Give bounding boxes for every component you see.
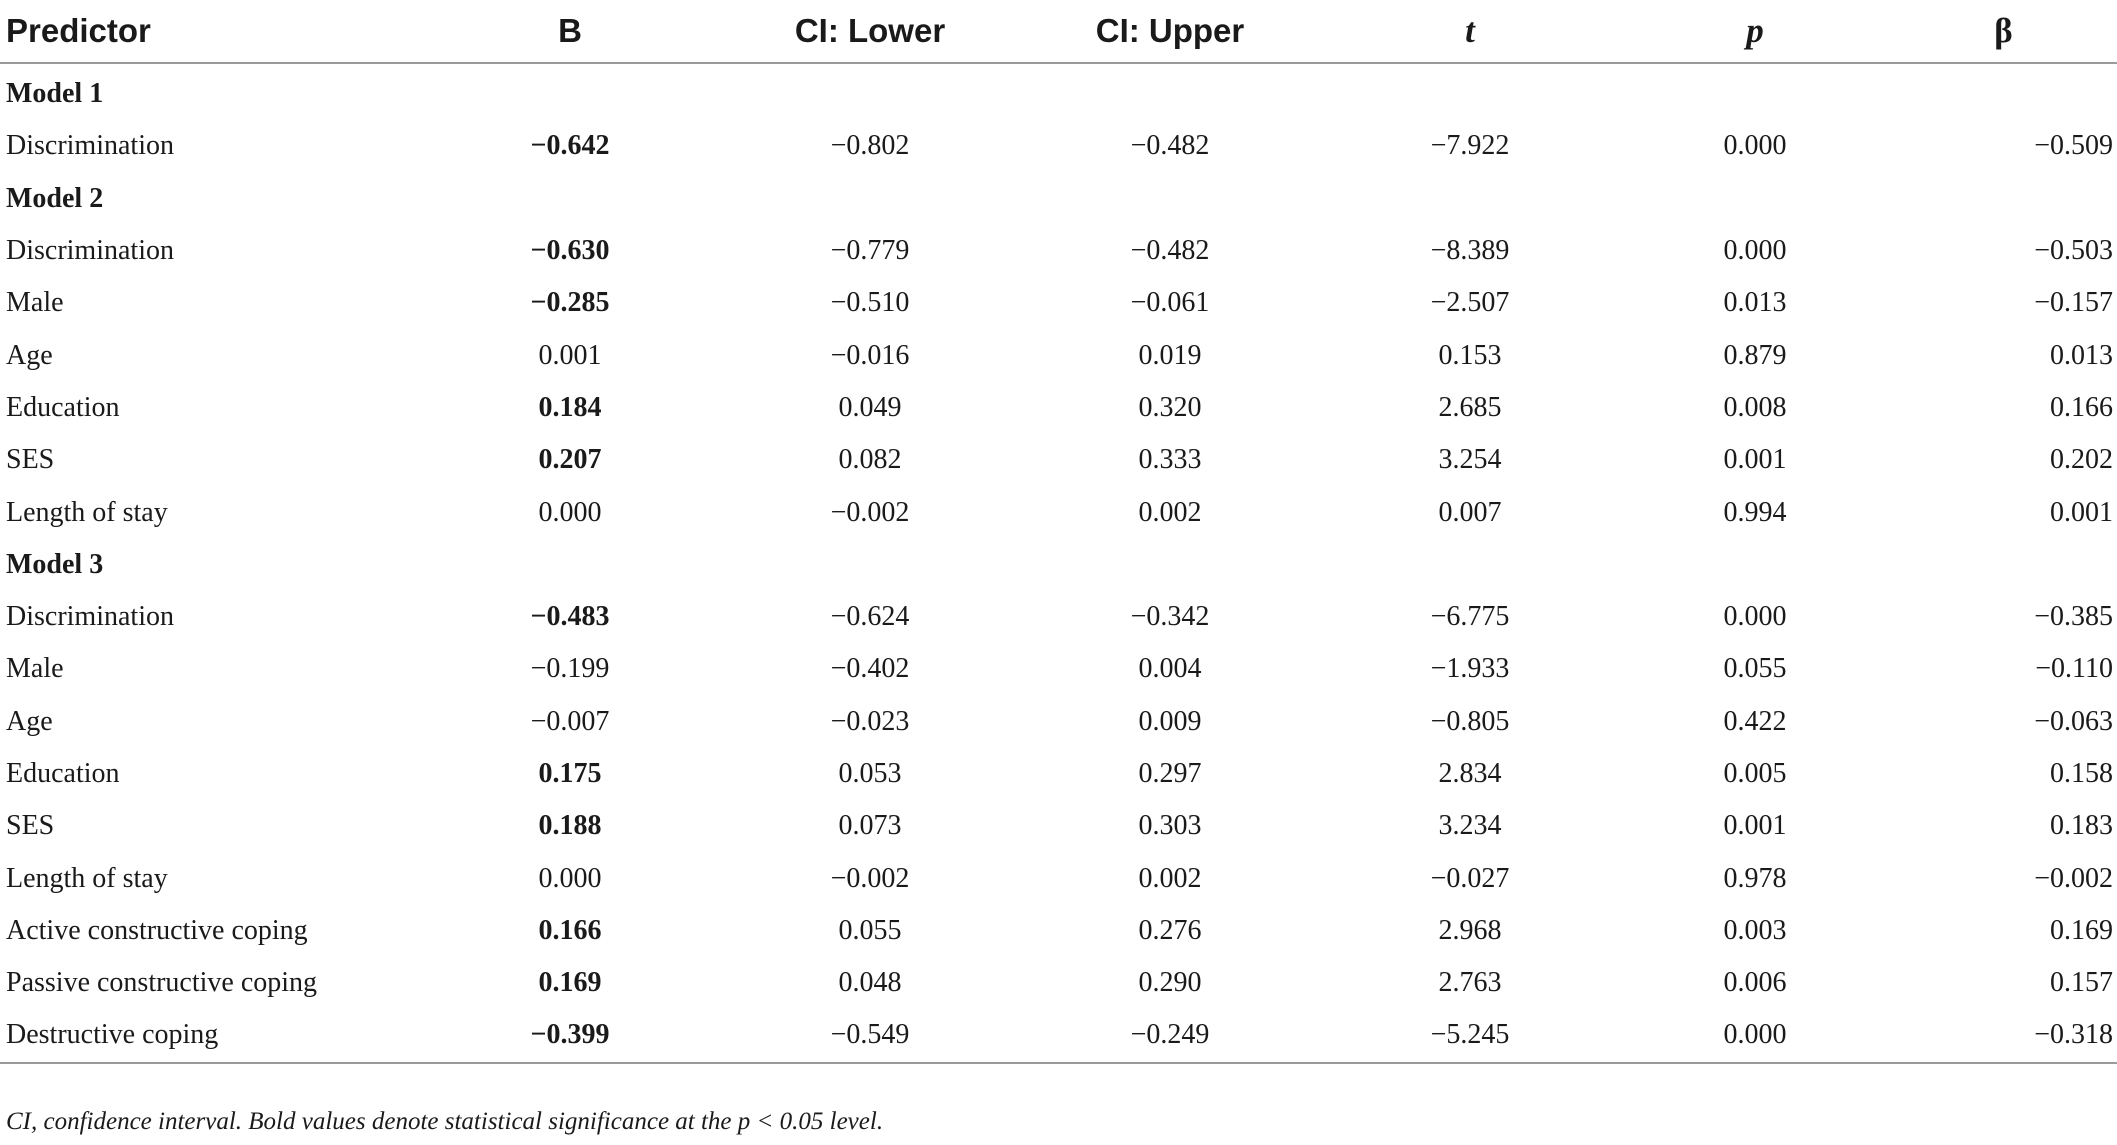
model-heading: Model 3 (6, 548, 104, 580)
cell-beta: −0.318 (1890, 1009, 2117, 1062)
cell-beta: 0.157 (2050, 967, 2113, 999)
cell-ci-upper: 0.303 (1138, 810, 1202, 842)
cell-beta: −0.063 (2034, 705, 2113, 737)
model-heading: Model 1 (6, 78, 104, 110)
header-b: B (420, 0, 720, 63)
table-body (0, 63, 2117, 1063)
header-p: p (1620, 0, 1890, 63)
cell-predictor: Discrimination (6, 130, 174, 162)
cell-predictor: Education (6, 391, 120, 423)
table-row (0, 800, 2117, 852)
cell-p: 0.005 (1723, 758, 1787, 789)
cell-beta: 0.202 (2050, 444, 2113, 476)
table-row (0, 643, 2117, 695)
cell-b: −0.642 (530, 130, 610, 162)
header-beta: β (1890, 0, 2117, 63)
cell-ci-lower: 0.073 (838, 810, 902, 842)
cell-b: −0.007 (530, 705, 610, 737)
cell-beta: −0.157 (2034, 287, 2113, 319)
cell-beta: 0.001 (2050, 496, 2113, 528)
cell-predictor: SES (6, 444, 55, 476)
cell-ci-lower: 0.049 (838, 391, 902, 423)
cell-ci-upper: 0.333 (1138, 444, 1202, 476)
model-heading-row (0, 63, 2117, 120)
cell-t: 0.153 (1438, 339, 1502, 371)
cell-ci-lower: −0.016 (830, 339, 910, 371)
header-ci-upper: CI: Upper (1020, 0, 1320, 63)
cell-p: 0.006 (1723, 967, 1787, 999)
table-header (0, 0, 2117, 63)
cell-ci-lower: 0.082 (838, 444, 902, 476)
cell-predictor: Age (6, 339, 53, 371)
cell-t: −2.507 (1430, 287, 1510, 319)
cell-predictor: Passive constructive coping (6, 967, 318, 999)
header-ci-lower: CI: Lower (720, 0, 1020, 63)
cell-ci-upper: −0.342 (1130, 601, 1210, 633)
cell-ci-upper: 0.009 (1138, 705, 1202, 737)
cell-p: 0.000 (1723, 235, 1787, 267)
cell-ci-lower: 0.048 (838, 967, 902, 999)
cell-ci-lower: −0.002 (830, 862, 910, 894)
cell-ci-upper: 0.320 (1138, 391, 1202, 423)
cell-beta: 0.158 (2050, 758, 2113, 789)
cell-predictor: Discrimination (6, 235, 174, 267)
cell-predictor: Length of stay (6, 862, 168, 894)
cell-b: 0.001 (538, 339, 602, 371)
cell-p: 0.422 (1723, 705, 1787, 737)
table-row (0, 120, 2117, 172)
cell-t: −0.805 (1430, 705, 1510, 737)
header-row (0, 0, 2117, 63)
cell-ci-lower: −0.549 (720, 1009, 1020, 1062)
header-t: t (1320, 0, 1620, 63)
cell-p: 0.000 (1723, 601, 1787, 633)
cell-beta: −0.503 (2034, 235, 2113, 267)
cell-p: 0.001 (1723, 810, 1787, 842)
cell-ci-upper: 0.004 (1138, 653, 1202, 685)
cell-t: −7.922 (1430, 130, 1510, 162)
table-row (0, 486, 2117, 538)
cell-predictor: Education (6, 758, 120, 789)
table-row (0, 225, 2117, 277)
table-row (0, 591, 2117, 643)
cell-ci-upper: −0.061 (1130, 287, 1210, 319)
cell-ci-upper: 0.002 (1138, 496, 1202, 528)
cell-beta: 0.183 (2050, 810, 2113, 842)
cell-ci-upper: 0.002 (1138, 862, 1202, 894)
cell-predictor: Length of stay (6, 496, 168, 528)
cell-b: 0.188 (538, 810, 602, 842)
cell-b: −0.285 (530, 287, 610, 319)
cell-beta: 0.166 (2050, 391, 2113, 423)
table-row (0, 1009, 2117, 1062)
cell-b: −0.630 (530, 235, 610, 267)
cell-predictor: SES (6, 810, 55, 842)
model-heading: Model 2 (6, 182, 104, 214)
cell-ci-upper: −0.482 (1130, 130, 1210, 162)
cell-p: 0.000 (1723, 130, 1787, 162)
cell-p: 0.008 (1723, 391, 1787, 423)
cell-t: 3.254 (1438, 444, 1502, 476)
cell-beta: 0.013 (2050, 339, 2113, 371)
model-heading-row (0, 539, 2117, 591)
table-row (0, 905, 2117, 957)
cell-t: 3.234 (1438, 810, 1502, 842)
table-row (0, 852, 2117, 904)
cell-p: 0.879 (1723, 339, 1787, 371)
cell-ci-lower: −0.779 (830, 235, 910, 267)
cell-predictor: Male (6, 653, 64, 685)
cell-b: 0.175 (538, 758, 602, 789)
cell-p: 0.978 (1723, 862, 1787, 894)
cell-b: −0.483 (530, 601, 610, 633)
cell-t: −8.389 (1430, 235, 1510, 267)
cell-beta: −0.509 (2034, 130, 2113, 162)
cell-b: −0.199 (530, 653, 610, 685)
cell-predictor: Age (6, 705, 53, 737)
cell-ci-lower: −0.002 (830, 496, 910, 528)
cell-ci-lower: −0.402 (830, 653, 910, 685)
cell-predictor: Discrimination (6, 601, 174, 633)
table-row (0, 957, 2117, 1009)
cell-t: −1.933 (1430, 653, 1510, 685)
cell-beta: −0.002 (2034, 862, 2113, 894)
cell-ci-upper: −0.482 (1130, 235, 1210, 267)
cell-ci-upper: 0.290 (1138, 967, 1202, 999)
cell-t: −0.027 (1430, 862, 1510, 894)
header-predictor: Predictor (0, 0, 420, 63)
cell-p: 0.000 (1620, 1009, 1890, 1062)
cell-t: 2.834 (1438, 758, 1502, 789)
cell-ci-upper: 0.297 (1138, 758, 1202, 789)
cell-ci-lower: 0.053 (838, 758, 902, 789)
cell-ci-upper: 0.019 (1138, 339, 1202, 371)
cell-b: 0.000 (538, 862, 602, 894)
table-row (0, 329, 2117, 381)
cell-t: 2.968 (1438, 914, 1502, 946)
cell-predictor: Active constructive coping (6, 914, 308, 946)
table-footnote: CI, confidence interval. Bold values denote statistical significance at the p < 0.05 level. (6, 1108, 884, 1135)
cell-ci-lower: −0.023 (830, 705, 910, 737)
table-row (0, 696, 2117, 748)
cell-b: 0.169 (538, 967, 602, 999)
cell-b: 0.207 (538, 444, 602, 476)
cell-b: 0.000 (538, 496, 602, 528)
cell-t: 2.763 (1438, 967, 1502, 999)
cell-b: −0.399 (420, 1009, 720, 1062)
table-row (0, 382, 2117, 434)
cell-t: 0.007 (1438, 496, 1502, 528)
cell-p: 0.001 (1723, 444, 1787, 476)
cell-ci-lower: −0.510 (830, 287, 910, 319)
cell-p: 0.994 (1723, 496, 1787, 528)
cell-ci-lower: −0.802 (830, 130, 910, 162)
cell-b: 0.184 (538, 391, 602, 423)
cell-t: −5.245 (1320, 1009, 1620, 1062)
cell-p: 0.003 (1723, 914, 1787, 946)
cell-beta: −0.385 (2034, 601, 2113, 633)
cell-ci-lower: −0.624 (830, 601, 910, 633)
cell-p: 0.013 (1723, 287, 1787, 319)
table-row (0, 748, 2117, 800)
cell-p: 0.055 (1723, 653, 1787, 685)
cell-ci-upper: −0.249 (1020, 1009, 1320, 1062)
cell-ci-upper: 0.276 (1138, 914, 1202, 946)
cell-b: 0.166 (538, 914, 602, 946)
cell-predictor: Male (6, 287, 64, 319)
table-row (0, 434, 2117, 486)
cell-beta: −0.110 (2035, 653, 2113, 685)
cell-t: 2.685 (1438, 391, 1502, 423)
table-row (0, 277, 2117, 329)
cell-ci-lower: 0.055 (838, 914, 902, 946)
cell-t: −6.775 (1430, 601, 1510, 633)
cell-predictor: Destructive coping (0, 1009, 420, 1062)
cell-beta: 0.169 (2050, 914, 2113, 946)
model-heading-row (0, 173, 2117, 225)
